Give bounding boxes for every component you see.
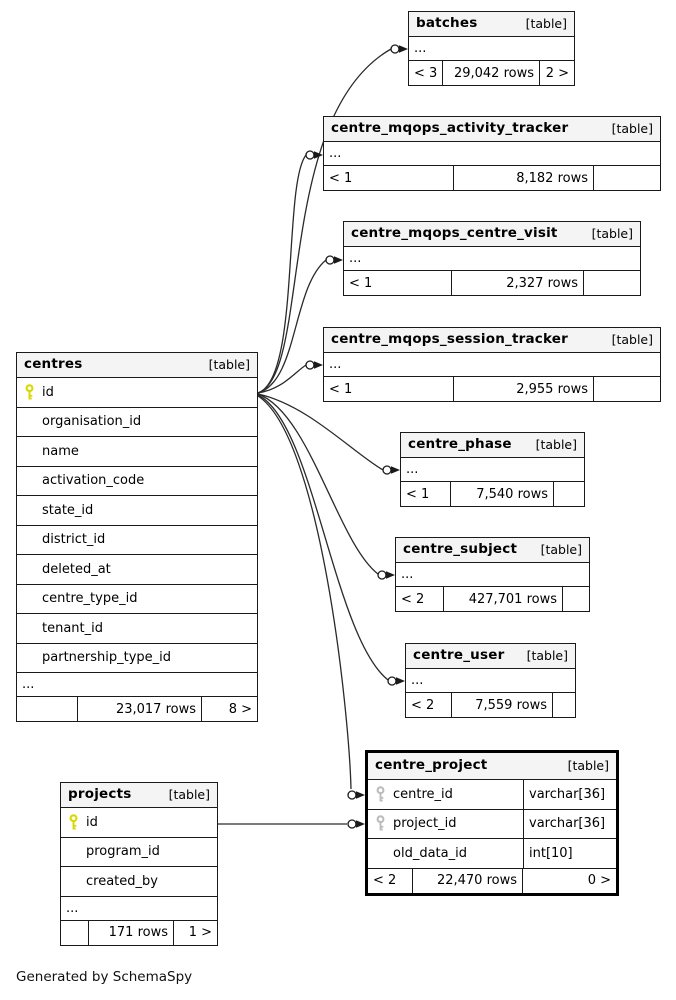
column-row bbox=[61, 808, 217, 838]
hidden-columns-ellipsis bbox=[324, 353, 660, 377]
primary-key-icon bbox=[68, 814, 79, 831]
column-type: int[10] bbox=[523, 839, 616, 868]
table-centre_mqops_centre_visit[interactable] bbox=[343, 221, 641, 296]
table-name[interactable]: centre_project bbox=[375, 757, 488, 774]
table-name[interactable]: centres bbox=[24, 356, 83, 373]
table-footer bbox=[368, 869, 616, 893]
row-count: 7,540 rows bbox=[451, 482, 554, 506]
row-count: 2,955 rows bbox=[454, 377, 594, 401]
ellipsis-label: ... bbox=[22, 677, 35, 692]
primary-key-icon bbox=[24, 384, 35, 401]
table-footer bbox=[344, 271, 640, 295]
column-row bbox=[17, 408, 257, 438]
column-row bbox=[17, 555, 257, 585]
hidden-columns-ellipsis bbox=[401, 458, 584, 482]
key-icon-slot bbox=[61, 814, 86, 831]
children-count bbox=[594, 377, 660, 401]
table-type-tag: [table] bbox=[611, 120, 653, 136]
table-name[interactable]: projects bbox=[68, 786, 132, 803]
ellipsis-label: ... bbox=[66, 900, 79, 916]
edge-arrowhead-icon bbox=[399, 45, 408, 53]
table-projects[interactable] bbox=[60, 782, 218, 946]
composite-key-icon bbox=[375, 815, 386, 832]
children-count bbox=[563, 587, 589, 611]
column-name: id bbox=[42, 384, 54, 400]
table-name[interactable]: centre_subject bbox=[403, 541, 518, 558]
table-footer bbox=[324, 377, 660, 401]
column-name: activation_code bbox=[42, 473, 145, 489]
table-header bbox=[409, 12, 574, 37]
parents-count: < 2 bbox=[406, 693, 452, 717]
parents-count: < 1 bbox=[401, 482, 451, 506]
ellipsis-label: ... bbox=[406, 462, 419, 477]
table-header bbox=[61, 783, 217, 808]
table-name[interactable]: centre_mqops_session_tracker bbox=[331, 331, 569, 348]
table-type-tag: [table] bbox=[168, 786, 210, 802]
hidden-columns-ellipsis bbox=[17, 673, 257, 697]
table-type-tag: [table] bbox=[208, 356, 250, 372]
hidden-columns-ellipsis bbox=[406, 669, 575, 693]
edge-endpoint-circle-icon bbox=[348, 820, 356, 828]
parents-count: < 2 bbox=[368, 869, 413, 893]
row-count: 171 rows bbox=[89, 921, 174, 945]
table-name[interactable]: centre_mqops_centre_visit bbox=[351, 225, 558, 242]
column-name: centre_id bbox=[393, 786, 453, 802]
table-header bbox=[324, 117, 660, 142]
table-centre_subject[interactable] bbox=[395, 537, 590, 612]
table-centre_mqops_activity_tracker[interactable] bbox=[323, 116, 661, 191]
ellipsis-label: ... bbox=[329, 146, 342, 161]
row-count: 427,701 rows bbox=[444, 587, 563, 611]
table-type-tag: [table] bbox=[535, 436, 577, 452]
row-count: 7,559 rows bbox=[452, 693, 553, 717]
edge-endpoint-circle-icon bbox=[378, 571, 386, 579]
table-centre_project[interactable] bbox=[365, 750, 619, 896]
relationship-edge-centres.id-to-centre_phase bbox=[258, 394, 400, 474]
parents-count: < 1 bbox=[344, 271, 452, 295]
key-icon-slot bbox=[368, 815, 393, 832]
row-count: 2,327 rows bbox=[452, 271, 584, 295]
edge-arrowhead-icon bbox=[356, 791, 365, 799]
edge-arrowhead-icon bbox=[356, 820, 365, 828]
column-row bbox=[17, 644, 257, 674]
parents-count: < 1 bbox=[324, 377, 454, 401]
edge-arrowhead-icon bbox=[396, 677, 405, 685]
column-name: state_id bbox=[42, 502, 94, 518]
children-count bbox=[554, 482, 584, 506]
table-header bbox=[401, 433, 584, 458]
column-row bbox=[17, 585, 257, 615]
hidden-columns-ellipsis bbox=[344, 247, 640, 271]
column-row bbox=[368, 839, 616, 869]
edge-arrowhead-icon bbox=[386, 571, 395, 579]
children-count bbox=[594, 166, 660, 190]
hidden-columns-ellipsis bbox=[61, 897, 217, 921]
table-footer bbox=[61, 921, 217, 945]
edge-arrowhead-icon bbox=[334, 256, 343, 264]
hidden-columns-ellipsis bbox=[396, 563, 589, 587]
table-header bbox=[324, 328, 660, 353]
parents-count bbox=[17, 697, 78, 721]
table-centre_user[interactable] bbox=[405, 643, 576, 718]
edge-arrowhead-icon bbox=[314, 361, 323, 369]
children-count bbox=[553, 693, 575, 717]
column-name: centre_type_id bbox=[42, 591, 138, 607]
table-centre_phase[interactable] bbox=[400, 432, 585, 507]
column-row bbox=[17, 437, 257, 467]
column-name: project_id bbox=[393, 816, 457, 832]
ellipsis-label: ... bbox=[329, 357, 342, 372]
column-name: tenant_id bbox=[42, 620, 104, 636]
column-row bbox=[17, 614, 257, 644]
relationship-edge-centres.id-to-centre_mqops_activity_tracker bbox=[258, 151, 323, 393]
composite-key-icon bbox=[375, 786, 386, 803]
ellipsis-label: ... bbox=[411, 673, 424, 688]
table-type-tag: [table] bbox=[611, 331, 653, 347]
row-count: 23,017 rows bbox=[78, 697, 202, 721]
row-count: 22,470 rows bbox=[413, 869, 523, 893]
children-count: 2 > bbox=[545, 65, 569, 81]
edge-endpoint-circle-icon bbox=[388, 677, 396, 685]
hidden-columns-ellipsis bbox=[409, 37, 574, 61]
edge-endpoint-circle-icon bbox=[306, 151, 314, 159]
table-header bbox=[17, 353, 257, 378]
children-count bbox=[584, 271, 640, 295]
table-type-tag: [table] bbox=[591, 225, 633, 241]
column-row bbox=[17, 378, 257, 408]
table-name[interactable]: batches bbox=[416, 15, 478, 32]
table-footer bbox=[406, 693, 575, 717]
column-name: old_data_id bbox=[393, 845, 467, 861]
row-count: 8,182 rows bbox=[454, 166, 594, 190]
column-name: district_id bbox=[42, 532, 106, 548]
table-footer bbox=[396, 587, 589, 611]
column-type: varchar[36] bbox=[523, 780, 616, 809]
column-row bbox=[61, 838, 217, 868]
key-icon-slot bbox=[17, 384, 42, 401]
column-row bbox=[368, 780, 616, 810]
table-type-tag: [table] bbox=[540, 541, 582, 557]
edge-endpoint-circle-icon bbox=[348, 791, 356, 799]
table-batches[interactable] bbox=[408, 11, 575, 86]
edge-endpoint-circle-icon bbox=[391, 45, 399, 53]
edge-endpoint-circle-icon bbox=[326, 256, 334, 264]
column-row bbox=[17, 496, 257, 526]
hidden-columns-ellipsis bbox=[324, 142, 660, 166]
edge-endpoint-circle-icon bbox=[383, 466, 391, 474]
table-footer bbox=[409, 61, 574, 85]
children-count: 8 > bbox=[228, 701, 252, 717]
table-name[interactable]: centre_mqops_activity_tracker bbox=[331, 120, 569, 137]
column-row bbox=[368, 810, 616, 840]
column-name: partnership_type_id bbox=[42, 650, 172, 666]
generated-by-note: Generated by SchemaSpy bbox=[16, 969, 193, 985]
table-type-tag: [table] bbox=[567, 757, 609, 773]
table-centre_mqops_session_tracker[interactable] bbox=[323, 327, 661, 402]
relationship-edge-projects.id-to-centre_project.project_id bbox=[218, 820, 365, 828]
table-footer bbox=[324, 166, 660, 190]
table-header bbox=[368, 753, 616, 780]
column-name: program_id bbox=[86, 844, 160, 860]
column-name: organisation_id bbox=[42, 414, 142, 430]
table-type-tag: [table] bbox=[525, 15, 567, 31]
table-header bbox=[344, 222, 640, 247]
key-icon-slot bbox=[368, 786, 393, 803]
table-footer bbox=[401, 482, 584, 506]
column-name: created_by bbox=[86, 873, 158, 889]
column-name: id bbox=[86, 814, 98, 830]
edge-endpoint-circle-icon bbox=[306, 361, 314, 369]
column-row bbox=[17, 467, 257, 497]
ellipsis-label: ... bbox=[414, 41, 427, 56]
column-row bbox=[17, 526, 257, 556]
table-header bbox=[396, 538, 589, 563]
table-name[interactable]: centre_user bbox=[413, 647, 505, 664]
table-centres[interactable] bbox=[16, 352, 258, 722]
parents-count: < 1 bbox=[324, 166, 454, 190]
ellipsis-label: ... bbox=[349, 251, 362, 266]
column-name: name bbox=[42, 443, 79, 459]
column-name: deleted_at bbox=[42, 561, 111, 577]
row-count: 29,042 rows bbox=[443, 61, 540, 85]
table-footer bbox=[17, 697, 257, 721]
edge-arrowhead-icon bbox=[391, 466, 400, 474]
children-count: 0 > bbox=[587, 873, 611, 888]
children-count: 1 > bbox=[188, 925, 212, 940]
ellipsis-label: ... bbox=[401, 567, 414, 582]
parents-count: < 2 bbox=[396, 587, 444, 611]
relationship-edge-centres.id-to-centre_subject bbox=[258, 394, 395, 579]
column-row bbox=[61, 867, 217, 897]
relationship-edge-centres.id-to-centre_user bbox=[258, 395, 405, 685]
parents-count: < 3 bbox=[409, 61, 443, 85]
table-type-tag: [table] bbox=[526, 647, 568, 663]
table-name[interactable]: centre_phase bbox=[408, 436, 512, 453]
column-type: varchar[36] bbox=[523, 810, 616, 839]
parents-count bbox=[61, 921, 89, 945]
table-header bbox=[406, 644, 575, 669]
